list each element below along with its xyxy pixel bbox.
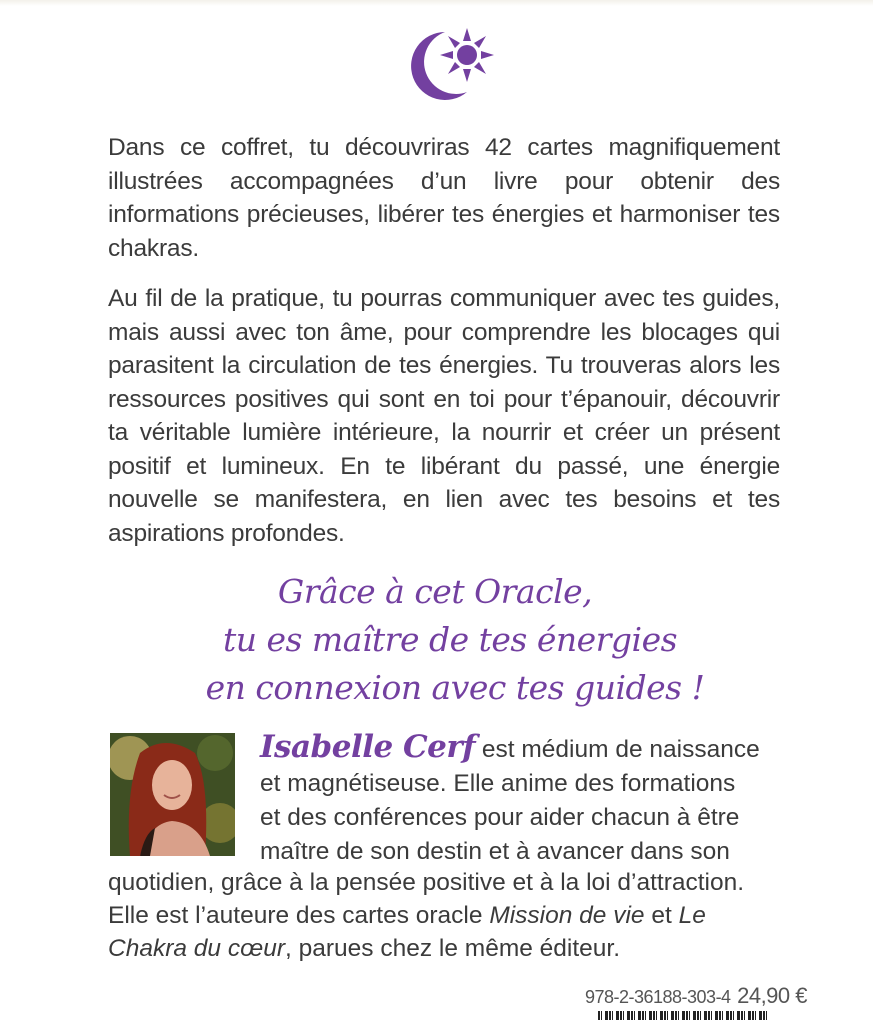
bio-text: Elle est l’auteure des cartes oracle [108, 902, 490, 929]
isbn-price [585, 983, 807, 1009]
description-paragraph-2: Au fil de la pratique, tu pourras communiquer avec tes guides, mais aussi avec ton âme, pour comprendre les blocages qui parasitent la circulation de tes énergies. Tu trouveras alors les ressources positives qui sont en toi pour t’épanouir, découvrir ta véritable lumière intérieure, la nourrir et créer un présent positif et lumineux. En te libérant du passé, une énergie nouvelle se manifestera, en lien avec tes besoins et tes aspirations profondes. [108, 285, 780, 547]
author-bio [108, 730, 808, 869]
moon-sun-icon [405, 22, 495, 104]
barcode [598, 1011, 770, 1020]
author-bio-line-4: maître de son destin et à avancer dans son [260, 838, 730, 865]
bio-text: et [644, 902, 679, 929]
author-bio-line-7 [108, 932, 812, 965]
book-title-mission-de-vie: Mission de vie [489, 902, 645, 929]
highlight-quote [150, 568, 750, 712]
author-bio-line-6 [108, 899, 812, 932]
author-name: Isabelle Cerf [260, 729, 476, 765]
description-paragraph-1: Dans ce coffret, tu découvriras 42 cartes magnifiquement illustrées accompagnées d’un livre pour obtenir des informations précieuses, libérer tes énergies et harmoniser tes chakras. [108, 134, 780, 262]
author-bio-line-2: et magnétiseuse. Elle anime des formations [260, 770, 736, 797]
quote-line-1: Grâce à cet Oracle, [277, 572, 593, 611]
author-bio-continued [108, 866, 812, 965]
quote-line-2: tu es maître de tes énergies [222, 620, 678, 659]
quote-line-3: en connexion avec tes guides ! [205, 668, 705, 707]
price: 24,90 € [737, 983, 807, 1008]
top-edge [0, 0, 873, 6]
author-bio-line-3: et des conférences pour aider chacun à être [260, 804, 740, 831]
author-bio-line-5: quotidien, grâce à la pensée positive et à la loi d’attraction. [108, 869, 745, 896]
isbn: 978-2-36188-303-4 [584, 987, 731, 1007]
bio-text: , parues chez le même éditeur. [285, 935, 621, 962]
book-title-le-chakra-part2: Chakra du cœur [108, 935, 286, 962]
book-title-le-chakra-part1: Le [678, 902, 706, 929]
author-bio-line-1 [108, 730, 808, 767]
author-bio-text-1: est médium de naissance [481, 736, 760, 763]
